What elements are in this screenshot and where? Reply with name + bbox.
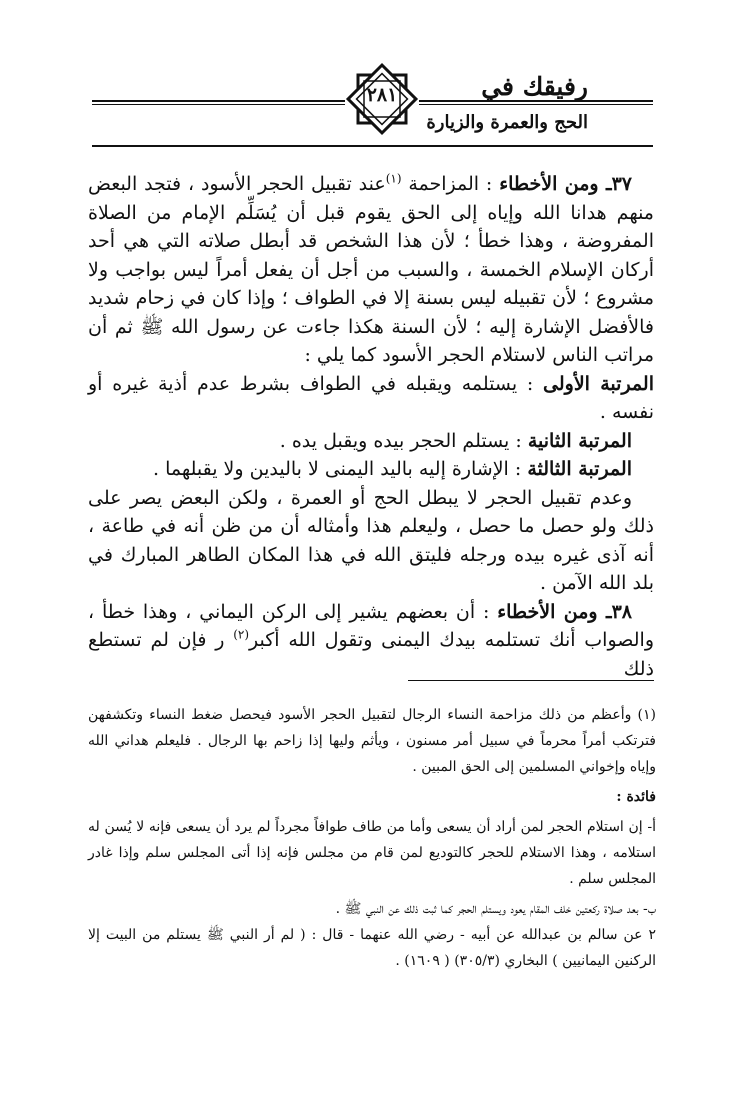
rank-3-line	[88, 455, 654, 484]
page-number-badge	[345, 62, 419, 136]
rank-1-label: المرتبة الأولى	[543, 372, 654, 395]
rank-3-text: : الإشارة إليه باليد اليمنى لا باليدين ولا يقبلهما .	[152, 458, 528, 480]
faida-heading: فائدة :	[616, 789, 656, 805]
item-38-text-b: ر فإن لم تستطع ذلك	[88, 629, 654, 680]
rank-2-text: : يستلم الحجر بيده ويقبل يده .	[279, 429, 528, 452]
main-text	[88, 170, 654, 683]
rank-1-line	[88, 370, 654, 427]
item-37-label: ٣٧ـ ومن الأخطاء	[499, 173, 632, 195]
footnotes	[88, 702, 656, 974]
closing-paragraph: وعدم تقبيل الحجر لا يبطل الحج أو العمرة ، ولكن البعض يصر على ذلك ولو حصل ما حصل ، وليعلم هذا وأمثاله أن من ظن أنه في طاعة ، أنه آذى غيره بيده ورجله فليتق الله في هذا المكان الطاهر المبارك في بلد الله الآمن .	[88, 486, 654, 594]
page-number: ٢٨١	[366, 84, 398, 106]
rank-2-label: المرتبة الثانية	[527, 429, 632, 452]
item-37-text-a: : المزاحمة	[401, 173, 500, 195]
footnote-separator	[408, 680, 654, 681]
rank-2-line	[88, 427, 654, 456]
header-rule-bottom	[92, 145, 653, 147]
faida-point-b: ب- بعد صلاة ركعتين خلف المقام يعود ويستلم الحجر كما ثبت ذلك عن النبي ﷺ .	[335, 901, 656, 917]
book-title-line1: رفيقك في	[481, 72, 588, 101]
item-37-paragraph	[88, 170, 654, 370]
footnote-2: ٢ عن سالم بن عبدالله عن أبيه - رضي الله عنهما - قال : ( لم أر النبي ﷺ يستلم من البيت إلا الركنين اليمانيين ) البخاري (٣٠٥/٣) ( ١٦٠٩) .	[88, 927, 656, 969]
footnote-ref-1: (١)	[385, 171, 402, 186]
item-38-paragraph	[88, 598, 654, 684]
footnote-ref-2: (٢)	[233, 627, 250, 642]
rank-3-label: المرتبة الثالثة	[527, 458, 632, 480]
item-38-text-a: : أن بعضهم يشير إلى الركن اليماني ، وهذا خطأ ، والصواب أنك تستلمه بيدك اليمنى وتقول الله أكبر	[88, 600, 654, 651]
book-title-line2: الحج والعمرة والزيارة	[426, 112, 588, 133]
footnote-1: (١) وأعظم من ذلك مزاحمة النساء الرجال لتقبيل الحجر الأسود فيحصل ضغط النساء وتكشفهن فترتكب أمراً محرماً في سبيل أمر مسنون ، ويأثم وليها إذا زاحم بها الرجال . فليعلم هداني الله وإياه وإخواني المسلمين إلى الحق المبين .	[88, 707, 656, 775]
rank-1-text: : يستلمه ويقبله في الطواف بشرط عدم أذية غيره أو نفسه .	[88, 372, 654, 423]
item-37-text-b: عند تقبيل الحجر الأسود ، فتجد البعض منهم هدانا الله وإياه إلى الحق يقوم قبل أن يُسَلِّم الإمام من الصلاة المفروضة ، وهذا خطأ ؛ لأن هذا الشخص قد أبطل صلاته التي هي أحد أركان الإسلام الخمسة ، والسبب من أجل أن يفعل أمراً ليس بواجب ولا مشروع ؛ لأن تقبيله ليس بسنة إلا في الطواف ؛ وإذا كان في زحام شديد فالأفضل الإشارة إليه ؛ لأن السنة هكذا جاءت عن رسول الله ﷺ ثم أن مراتب الناس لاستلام الحجر الأسود كما يلي :	[88, 173, 654, 366]
item-38-label: ٣٨ـ ومن الأخطاء	[497, 600, 632, 623]
faida-point-a: أ- إن استلام الحجر لمن أراد أن يسعى وأما من طاف طوافاً مجرداً لم يرد أن يسعى فإنه لا يُسن له استلامه ، وهذا الاستلام للحجر كالتوديع لمن قام من مجلس فإنه إذا أتى المجلس سلم وإذا غادر المجلس سلم .	[88, 819, 657, 887]
